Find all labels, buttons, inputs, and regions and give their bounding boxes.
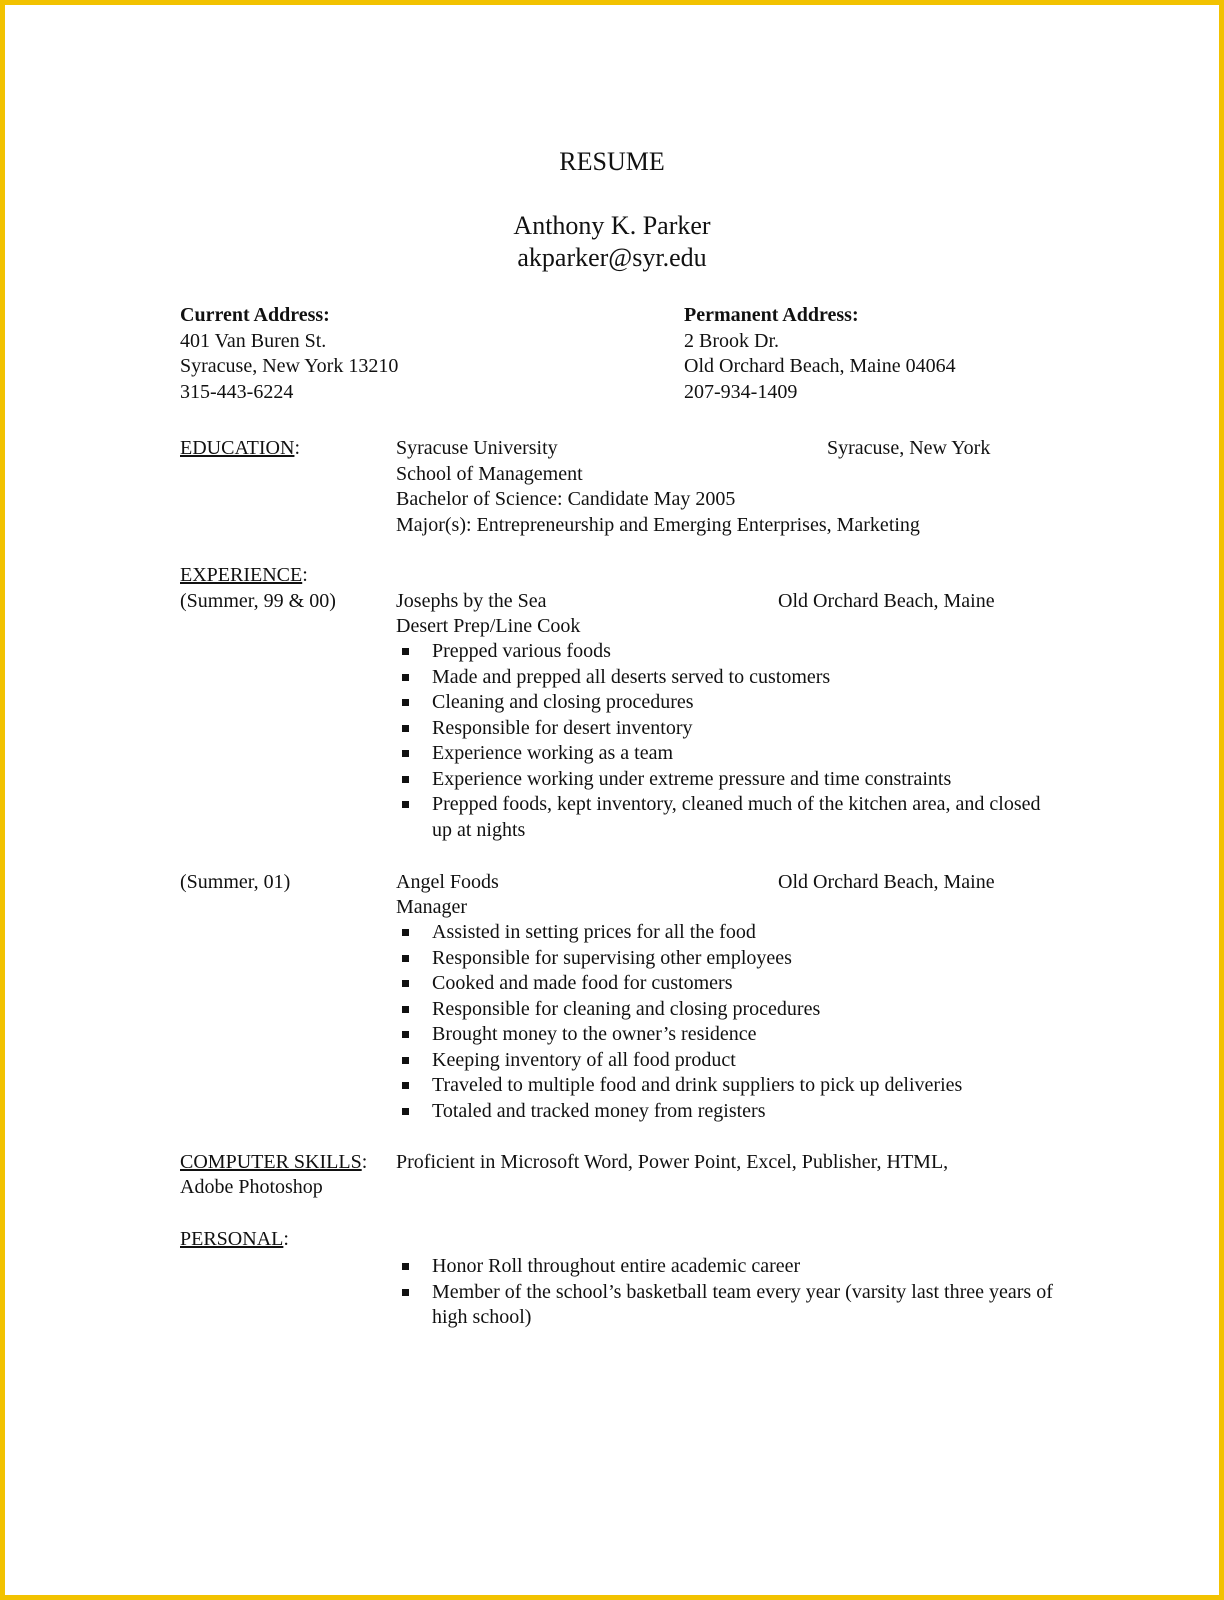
list-item: Brought money to the owner’s residence — [396, 1022, 1056, 1048]
list-item: Experience working as a team — [396, 741, 1056, 767]
permanent-address — [684, 303, 956, 405]
list-item: Traveled to multiple food and drink suppliers to pick up deliveries — [396, 1073, 1056, 1099]
candidate-email: akparker@syr.edu — [517, 243, 707, 272]
bullet-square-icon — [402, 1263, 409, 1270]
current-address-street: 401 Van Buren St. — [180, 329, 327, 352]
bullet-square-icon — [402, 801, 409, 808]
list-item: Prepped foods, kept inventory, cleaned much of the kitchen area, and closed up at nights — [396, 792, 1056, 843]
education-location: Syracuse, New York — [827, 437, 991, 459]
personal-heading: PERSONAL: — [180, 1228, 289, 1250]
job-employer: Angel Foods — [396, 871, 499, 893]
computer-skills-heading: COMPUTER SKILLS: — [180, 1151, 368, 1173]
resume-title: RESUME — [559, 147, 665, 176]
list-item: Responsible for supervising other employees — [396, 946, 1056, 972]
list-item: Prepped various foods — [396, 639, 1056, 665]
education-line: School of Management — [396, 462, 583, 485]
permanent-address-phone: 207-934-1409 — [684, 380, 798, 403]
current-address — [180, 303, 398, 405]
candidate-name: Anthony K. Parker — [513, 211, 711, 240]
job-period: (Summer, 99 & 00) — [180, 590, 336, 612]
permanent-address-city: Old Orchard Beach, Maine 04064 — [684, 355, 956, 377]
job-duties-list — [396, 639, 1056, 843]
bullet-square-icon — [402, 699, 409, 706]
computer-skills-text: Proficient in Microsoft Word, Power Point, Excel, Publisher, HTML, — [396, 1151, 949, 1173]
job-duties-list — [396, 920, 1056, 1124]
current-address-city: Syracuse, New York 13210 — [180, 355, 399, 377]
list-item: Made and prepped all deserts served to customers — [396, 665, 1056, 691]
list-item: Member of the school’s basketball team every year (varsity last three years of high school) — [396, 1280, 1056, 1331]
bullet-square-icon — [402, 980, 409, 987]
bullet-square-icon — [402, 776, 409, 783]
education-heading: EDUCATION: — [180, 437, 300, 459]
current-address-heading: Current Address: — [180, 304, 330, 326]
personal-list — [396, 1254, 1056, 1331]
bullet-square-icon — [402, 1031, 409, 1038]
experience-heading: EXPERIENCE: — [180, 564, 308, 586]
list-item: Responsible for desert inventory — [396, 716, 1056, 742]
list-item: Responsible for cleaning and closing procedures — [396, 997, 1056, 1023]
current-address-phone: 315-443-6224 — [180, 380, 294, 403]
job-employer: Josephs by the Sea — [396, 590, 547, 612]
permanent-address-heading: Permanent Address: — [684, 304, 859, 326]
bullet-square-icon — [402, 1108, 409, 1115]
bullet-square-icon — [402, 674, 409, 681]
job-location: Old Orchard Beach, Maine — [778, 871, 995, 893]
bullet-square-icon — [402, 1289, 409, 1296]
list-item: Honor Roll throughout entire academic career — [396, 1254, 1056, 1280]
bullet-square-icon — [402, 1082, 409, 1089]
bullet-square-icon — [402, 1006, 409, 1013]
list-item: Assisted in setting prices for all the food — [396, 920, 1056, 946]
list-item: Keeping inventory of all food product — [396, 1048, 1056, 1074]
job-location: Old Orchard Beach, Maine — [778, 590, 995, 612]
bullet-square-icon — [402, 750, 409, 757]
job-role: Manager — [396, 896, 468, 918]
list-item: Cooked and made food for customers — [396, 971, 1056, 997]
bullet-square-icon — [402, 725, 409, 732]
education-line: Major(s): Entrepreneurship and Emerging Enterprises, Marketing — [396, 513, 920, 536]
list-item: Totaled and tracked money from registers — [396, 1099, 1056, 1125]
education-line: Bachelor of Science: Candidate May 2005 — [396, 488, 736, 510]
permanent-address-street: 2 Brook Dr. — [684, 329, 779, 352]
bullet-square-icon — [402, 955, 409, 962]
computer-skills-text-continued: Adobe Photoshop — [180, 1176, 323, 1198]
bullet-square-icon — [402, 1057, 409, 1064]
job-role: Desert Prep/Line Cook — [396, 615, 581, 637]
education-school: Syracuse University — [396, 437, 558, 459]
bullet-square-icon — [402, 929, 409, 936]
list-item: Cleaning and closing procedures — [396, 690, 1056, 716]
job-period: (Summer, 01) — [180, 871, 291, 893]
bullet-square-icon — [402, 648, 409, 655]
list-item: Experience working under extreme pressure and time constraints — [396, 767, 1056, 793]
